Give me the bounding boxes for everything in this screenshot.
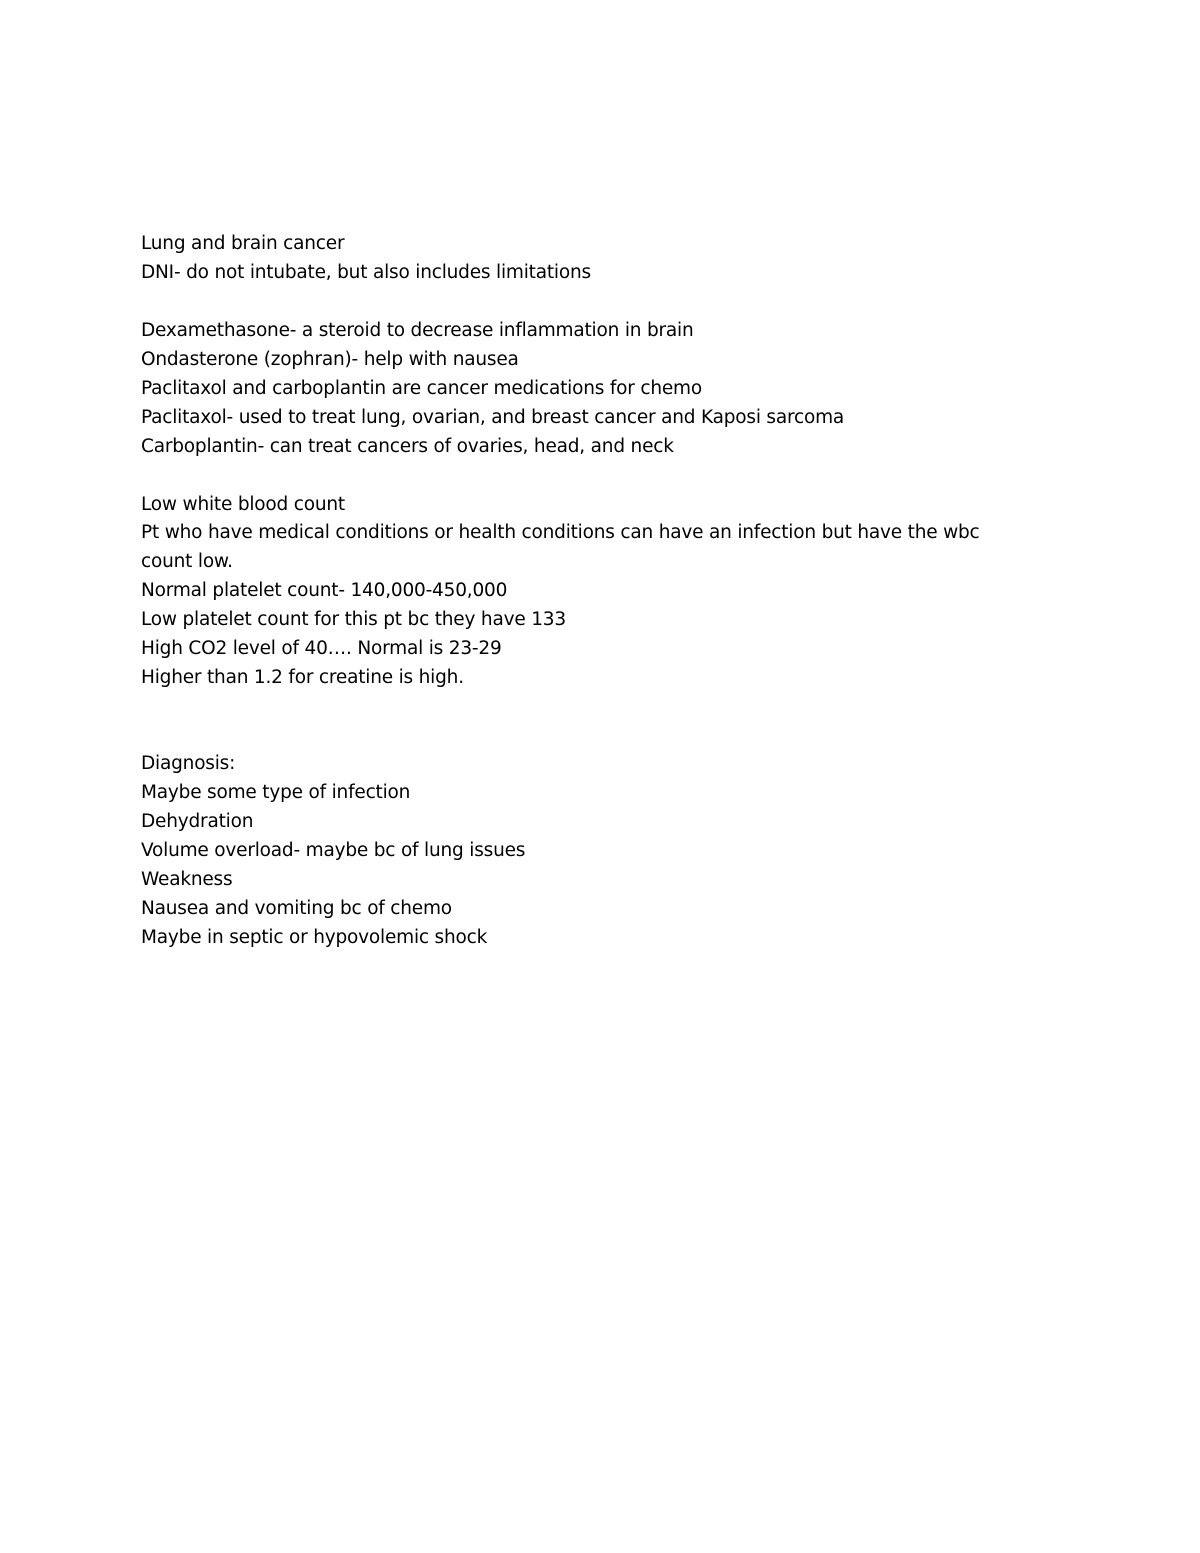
document-body: [141, 229, 1041, 952]
intro-line-dni: DNI- do not intubate, but also includes limitations: [141, 262, 591, 283]
diagnosis-line: Maybe some type of infection: [141, 782, 411, 803]
lab-line: High CO2 level of 40…. Normal is 23-29: [141, 638, 502, 659]
lab-line: Higher than 1.2 for creatine is high.: [141, 667, 464, 688]
paragraph-gap: [141, 692, 1041, 749]
diagnosis-heading: Diagnosis:: [141, 753, 236, 774]
medication-line: Dexamethasone- a steroid to decrease inflammation in brain: [141, 320, 694, 341]
intro-line-title: Lung and brain cancer: [141, 233, 345, 254]
lab-line: Normal platelet count- 140,000-450,000: [141, 580, 508, 601]
diagnosis-line: Nausea and vomiting bc of chemo: [141, 898, 452, 919]
paragraph-gap: [141, 287, 1041, 316]
labs-heading: Low white blood count: [141, 494, 345, 515]
lab-line: Low platelet count for this pt bc they have 133: [141, 609, 566, 630]
diagnosis-line: Volume overload- maybe bc of lung issues: [141, 840, 526, 861]
wbc-note: Pt who have medical conditions or health conditions can have an infection but have the wbc count low.: [141, 522, 980, 572]
medication-line: Paclitaxol and carboplantin are cancer medications for chemo: [141, 378, 702, 399]
paragraph-gap: [141, 461, 1041, 490]
medication-line: Paclitaxol- used to treat lung, ovarian, and breast cancer and Kaposi sarcoma: [141, 407, 845, 428]
diagnosis-line: Maybe in septic or hypovolemic shock: [141, 927, 488, 948]
medication-line: Ondasterone (zophran)- help with nausea: [141, 349, 519, 370]
diagnosis-line: Weakness: [141, 869, 233, 890]
diagnosis-line: Dehydration: [141, 811, 254, 832]
medication-line: Carboplantin- can treat cancers of ovaries, head, and neck: [141, 436, 674, 457]
